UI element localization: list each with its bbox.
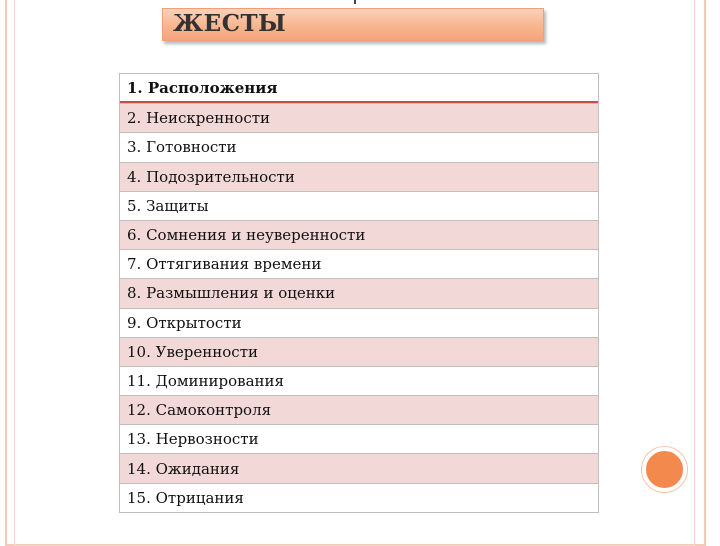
row-label: 4. Подозрительности (127, 167, 295, 186)
row-label: 1. Расположения (127, 78, 278, 97)
table-row (120, 249, 598, 278)
table-row (120, 220, 598, 249)
gestures-table (119, 73, 599, 513)
row-label: 5. Защиты (127, 196, 209, 215)
row-label: 6. Сомнения и неуверенности (127, 226, 366, 245)
table-row (120, 308, 598, 337)
row-label: 10. Уверенности (127, 342, 258, 361)
slide-title: ЖЕСТЫ (173, 10, 287, 37)
table-row (120, 337, 598, 366)
table-row (120, 74, 598, 103)
table-row (120, 453, 598, 482)
table-row (120, 278, 598, 307)
row-label: 15. Отрицания (127, 488, 244, 507)
row-label: 14. Ожидания (127, 459, 240, 478)
table-row (120, 483, 598, 512)
row-label: 8. Размышления и оценки (127, 284, 336, 303)
table-row (120, 366, 598, 395)
orange-circle-icon (642, 447, 687, 492)
row-label: 7. Оттягивания времени (127, 255, 322, 274)
table-row (120, 103, 598, 132)
row-label: 13. Нервозности (127, 430, 259, 449)
row-label: 11. Доминирования (127, 371, 284, 390)
row-label: 2. Неискренности (127, 109, 271, 128)
row-label: 12. Самоконтроля (127, 401, 272, 420)
row-label: 3. Готовности (127, 138, 237, 157)
table-row (120, 162, 598, 191)
table-row (120, 424, 598, 453)
table-row (120, 132, 598, 161)
slide-title-box (162, 8, 544, 41)
table-row (120, 395, 598, 424)
table-row (120, 191, 598, 220)
row-label: 9. Открытости (127, 313, 242, 332)
top-marker (354, 0, 356, 4)
